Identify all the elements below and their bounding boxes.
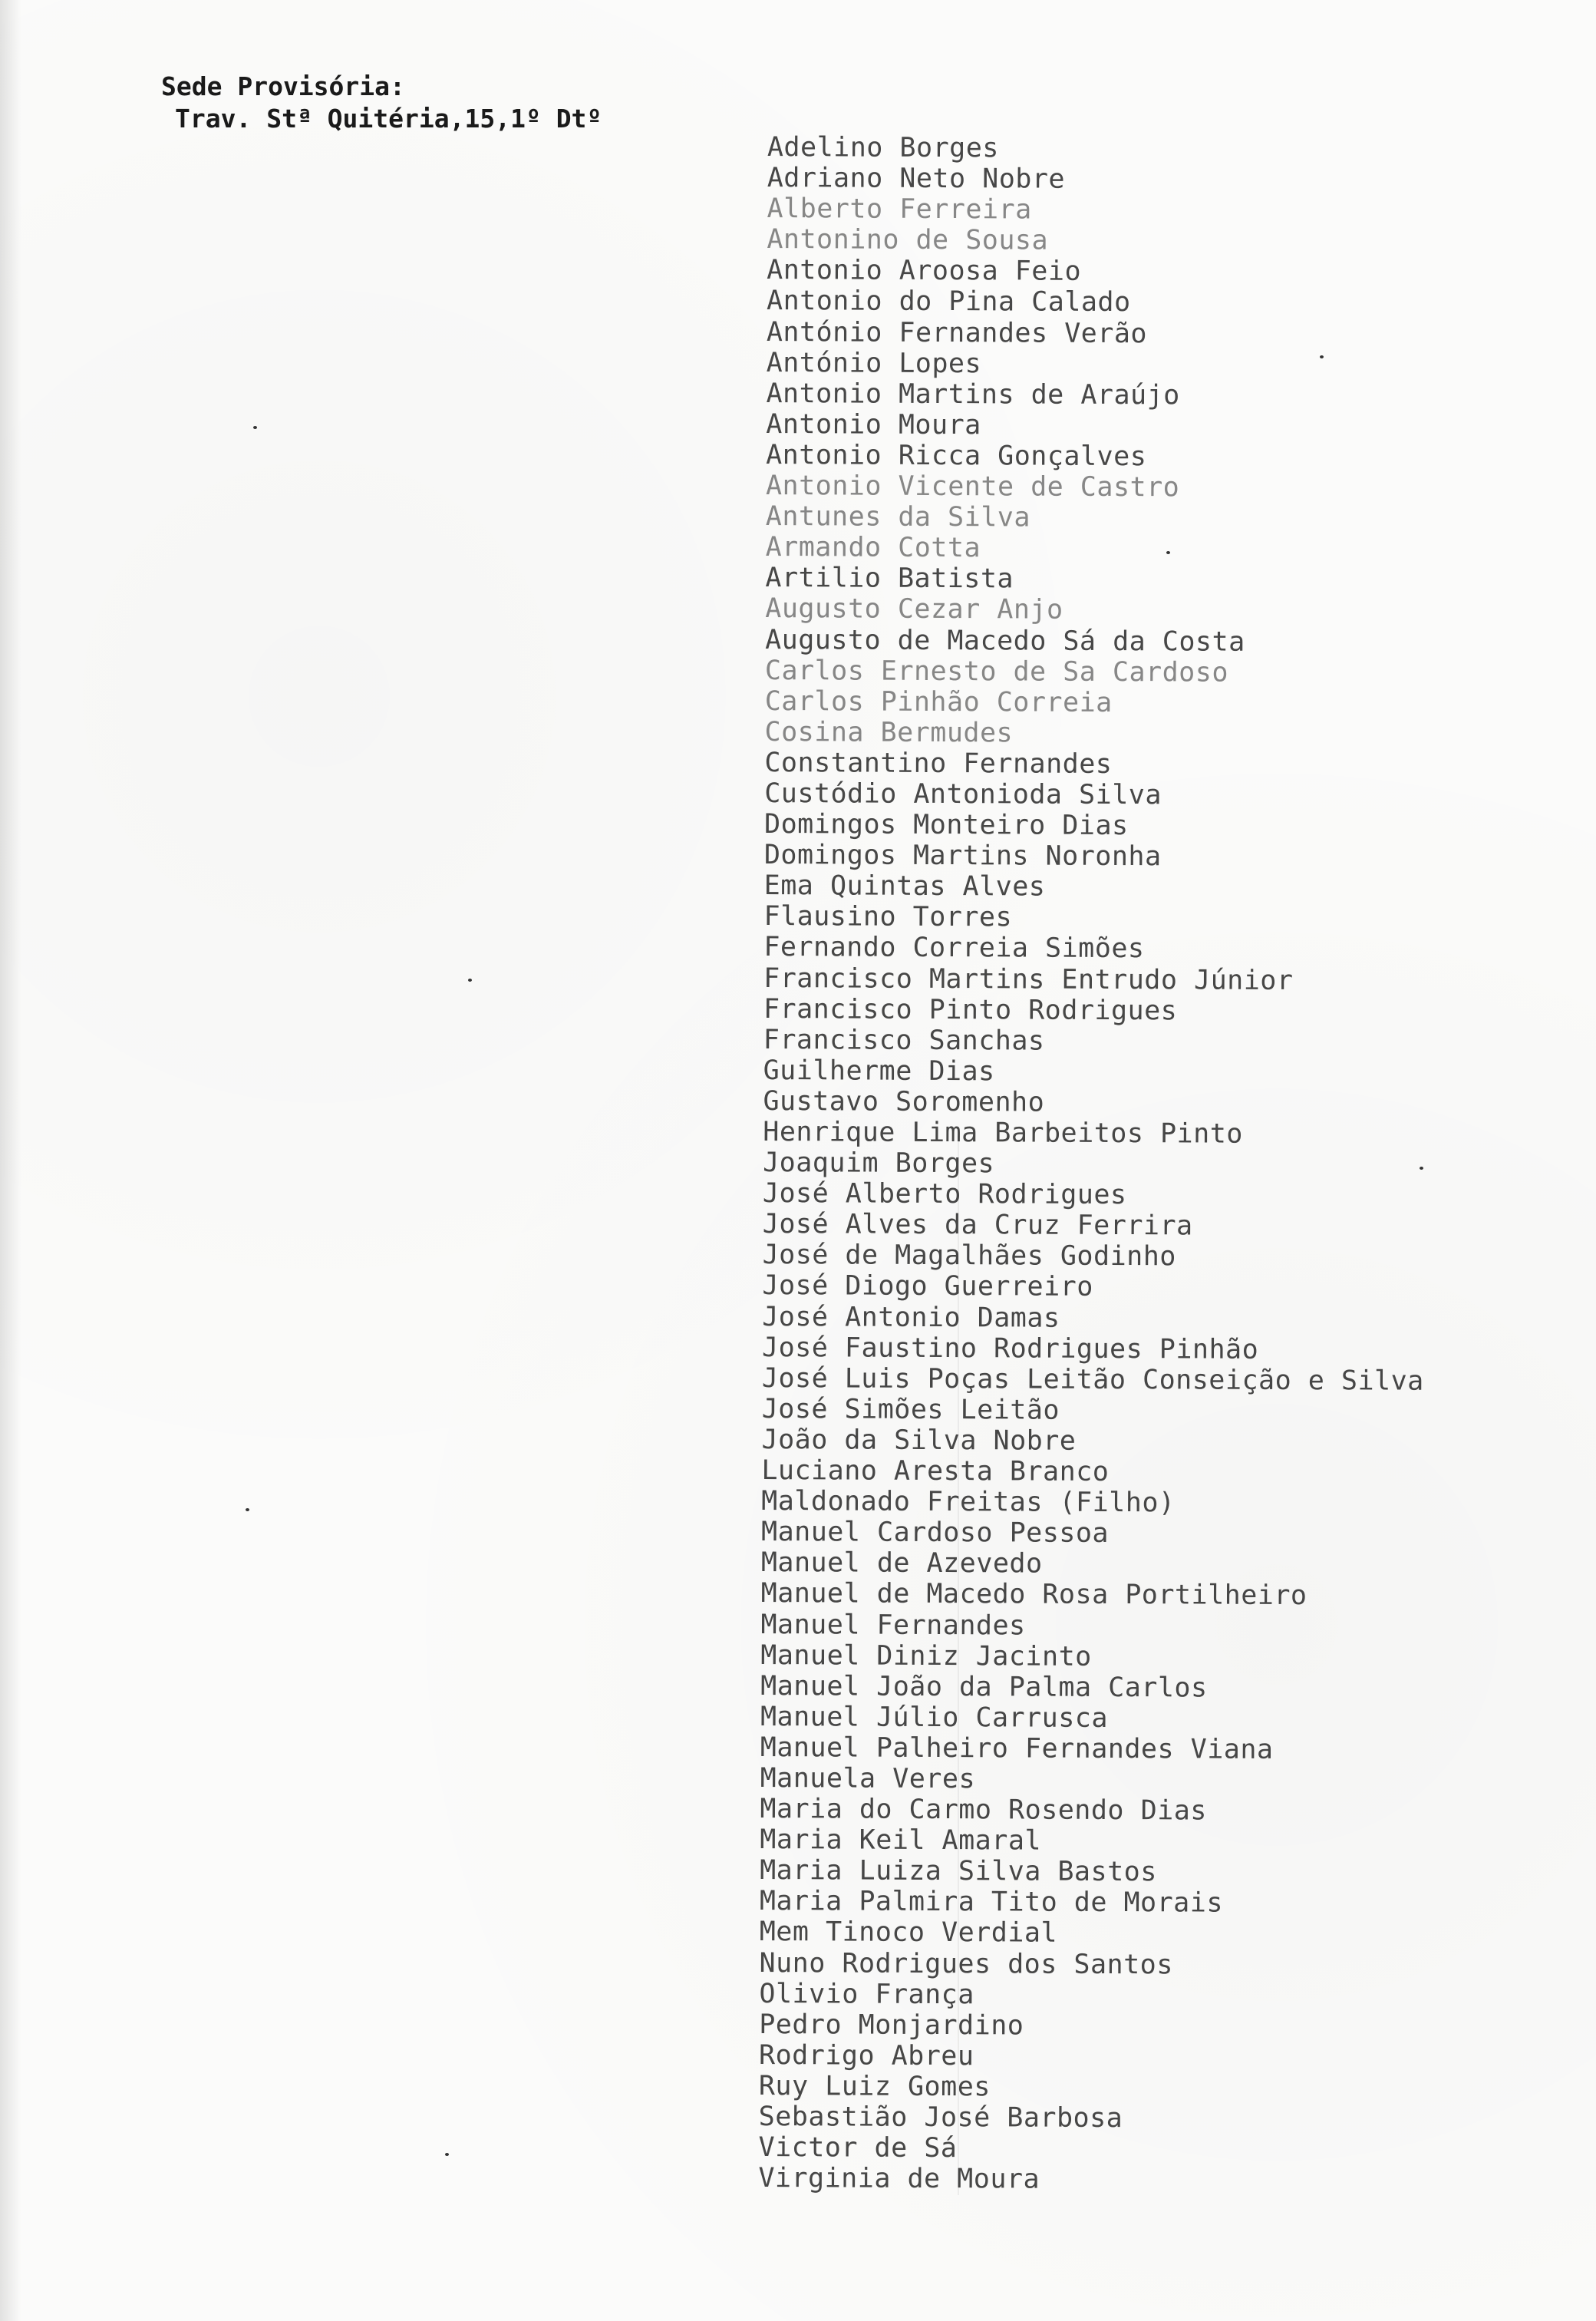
name-entry: José Faustino Rodrigues Pinhão <box>762 1332 1259 1365</box>
name-entry: Henrique Lima Barbeitos Pinto <box>763 1116 1243 1150</box>
name-entry: Ema Quintas Alves <box>763 870 1046 903</box>
name-entry: José Luis Poças Leitão Conseição e Silva <box>761 1362 1424 1397</box>
name-entry: Joaquim Borges <box>763 1147 995 1180</box>
header-line-2: Trav. Stª Quitéria,15,1º Dtº <box>175 104 602 134</box>
name-entry: João da Silva Nobre <box>761 1424 1077 1457</box>
name-entry: Manuel de Azevedo <box>760 1547 1043 1580</box>
name-entry: Maria Luiza Silva Bastos <box>760 1855 1157 1888</box>
name-entry: Luciano Aresta Branco <box>761 1455 1110 1487</box>
name-entry: Ruy Luiz Gomes <box>758 2070 991 2103</box>
scan-edge-shadow <box>0 0 21 2321</box>
address-header <box>161 71 602 135</box>
name-entry: Antonio Moura <box>766 408 981 441</box>
name-entry: Nuno Rodrigues dos Santos <box>759 1947 1173 1980</box>
name-entry: Maldonado Freitas (Filho) <box>761 1486 1176 1519</box>
name-entry: Antonio Ricca Gonçalves <box>766 439 1147 473</box>
name-entry: José Antonio Damas <box>762 1301 1060 1334</box>
name-entry: Adriano Neto Nobre <box>767 163 1066 195</box>
signatory-name-list <box>758 132 1429 2197</box>
name-entry: Augusto de Macedo Sá da Costa <box>765 624 1245 658</box>
name-entry: José Alberto Rodrigues <box>762 1178 1127 1211</box>
name-entry: Manuel João da Palma Carlos <box>760 1670 1208 1704</box>
name-entry: Armando Cotta <box>765 532 981 564</box>
name-entry: José Simões Leitão <box>761 1393 1060 1426</box>
name-entry: Virginia de Moura <box>758 2163 1040 2195</box>
name-entry: Mem Tinoco Verdial <box>759 1917 1058 1950</box>
name-entry: Artilio Batista <box>765 563 1014 595</box>
name-entry: Manuel Diniz Jacinto <box>760 1639 1092 1672</box>
scan-speck <box>1166 551 1170 554</box>
name-entry: Manuel de Macedo Rosa Portilheiro <box>760 1578 1307 1612</box>
name-entry: Alberto Ferreira <box>767 193 1032 226</box>
name-entry: Francisco Pinto Rodrigues <box>763 993 1178 1026</box>
name-entry: Francisco Martins Entrudo Júnior <box>763 962 1294 996</box>
name-entry: Antonio Aroosa Feio <box>767 255 1082 288</box>
name-entry: Manuel Júlio Carrusca <box>760 1701 1109 1734</box>
name-entry: Francisco Sanchas <box>763 1024 1045 1057</box>
header-line-1: Sede Provisória: <box>161 71 405 101</box>
name-entry: Maria Palmira Tito de Morais <box>759 1886 1224 1919</box>
name-entry: Manuel Fernandes <box>760 1609 1026 1641</box>
name-entry: Maria do Carmo Rosendo Dias <box>760 1794 1208 1827</box>
name-entry: Antunes da Silva <box>765 501 1031 533</box>
name-entry: Antonio Vicente de Castro <box>765 470 1180 503</box>
name-entry: Flausino Torres <box>763 901 1013 933</box>
name-entry: António Fernandes Verão <box>766 316 1148 349</box>
name-entry: José de Magalhães Godinho <box>762 1240 1176 1273</box>
name-entry: José Diogo Guerreiro <box>762 1270 1093 1303</box>
name-entry: Gustavo Soromenho <box>763 1085 1045 1118</box>
name-entry: Fernando Correia Simões <box>763 932 1145 965</box>
scan-speck <box>1320 355 1324 358</box>
name-entry: Antonio do Pina Calado <box>766 286 1131 319</box>
name-entry: Carlos Ernesto de Sa Cardoso <box>764 655 1229 688</box>
name-entry: Domingos Monteiro Dias <box>763 809 1129 842</box>
scan-speck <box>1420 1167 1423 1170</box>
name-entry: Olivio França <box>759 1978 974 2010</box>
scan-speck <box>253 426 257 429</box>
name-entry: Augusto Cezar Anjo <box>765 593 1063 626</box>
name-entry: António Lopes <box>766 347 982 379</box>
name-entry: Antonio Martins de Araújo <box>766 378 1180 411</box>
scan-speck <box>468 979 472 982</box>
name-entry: Rodrigo Abreu <box>758 2039 974 2072</box>
name-entry: Carlos Pinhão Correia <box>764 685 1113 718</box>
name-entry: Sebastião José Barbosa <box>758 2101 1123 2134</box>
name-entry: Constantino Fernandes <box>764 747 1113 780</box>
name-entry: Pedro Monjardino <box>759 2009 1024 2042</box>
name-entry: Antonino de Sousa <box>767 224 1049 256</box>
name-entry: Custódio Antonioda Silva <box>764 778 1162 811</box>
name-entry: Manuel Palheiro Fernandes Viana <box>760 1732 1274 1765</box>
name-entry: Manuela Veres <box>760 1762 976 1795</box>
name-entry: Guilherme Dias <box>763 1055 995 1088</box>
scan-speck <box>246 1508 249 1511</box>
name-entry: Victor de Sá <box>758 2132 958 2164</box>
scan-speck <box>445 2153 449 2156</box>
name-entry: Maria Keil Amaral <box>760 1824 1042 1857</box>
name-entry: José Alves da Cruz Ferrira <box>762 1209 1193 1242</box>
name-entry: Domingos Martins Noronha <box>763 840 1162 873</box>
name-entry: Cosina Bermudes <box>764 716 1014 749</box>
name-entry: Adelino Borges <box>767 132 1000 164</box>
name-entry: Manuel Cardoso Pessoa <box>760 1517 1110 1550</box>
